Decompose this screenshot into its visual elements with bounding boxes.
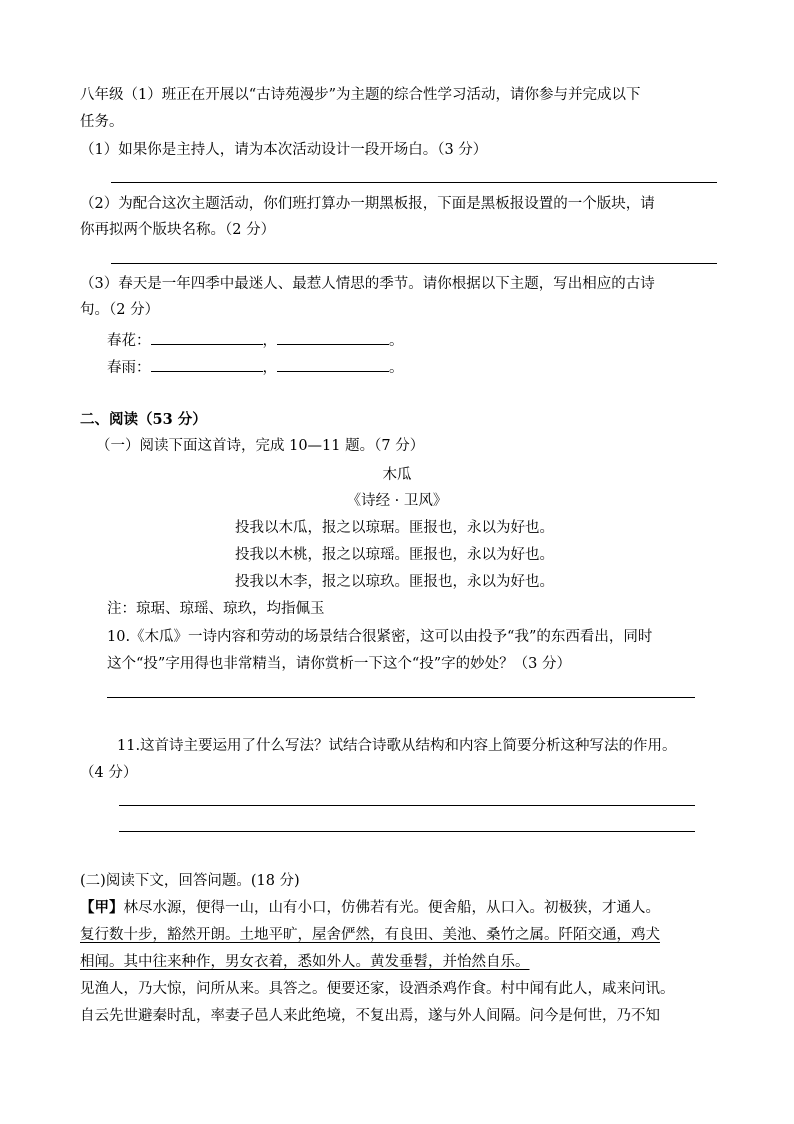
poem-line: 投我以木桃，报之以琼瑶。匪报也，永以为好也。 bbox=[235, 547, 554, 563]
comma: ， bbox=[262, 360, 277, 376]
period: 。 bbox=[389, 360, 404, 376]
spring-flower-label: 春花： bbox=[107, 333, 151, 349]
spring-flower-blank-2[interactable] bbox=[277, 330, 389, 345]
spring-rain-row bbox=[107, 357, 404, 378]
poem-source: 《诗经 · 卫风》 bbox=[346, 493, 448, 509]
question-3-line-2: 句。（2 分） bbox=[80, 302, 160, 318]
underlined-passage-text: 复行数十步，豁然开朗。土地平旷，屋舍俨然，有良田、美池、桑竹之属。阡陌交通，鸡犬 bbox=[80, 927, 660, 943]
answer-line-q10[interactable] bbox=[107, 697, 695, 698]
passage-line-4: 见渔人，乃大惊，问所从来。具答之。便要还家，设酒杀鸡作食。村中闻有此人，咸来问讯。 bbox=[80, 981, 675, 997]
spring-rain-label: 春雨： bbox=[107, 360, 151, 376]
poem-note: 注：琼琚、琼瑶、琼玖，均指佩玉 bbox=[107, 601, 325, 617]
poem-title: 木瓜 bbox=[382, 467, 412, 483]
question-11-line-2: （4 分） bbox=[80, 765, 138, 781]
question-2-line-1: （2）为配合这次主题活动，你们班打算办一期黑板报，下面是黑板报设置的一个版块，请 bbox=[80, 196, 655, 212]
question-10-line-2: 这个“投”字用得也非常精当，请你赏析一下这个“投”字的妙处？（3 分） bbox=[107, 656, 571, 672]
passage-line-1 bbox=[80, 898, 660, 918]
poem-line: 投我以木瓜，报之以琼琚。匪报也，永以为好也。 bbox=[235, 520, 554, 536]
intro-line-1: 八年级（1）班正在开展以“古诗苑漫步”为主题的综合性学习活动，请你参与并完成以下 bbox=[80, 87, 641, 103]
answer-line-q2[interactable] bbox=[111, 263, 717, 264]
answer-line-q11-a[interactable] bbox=[119, 805, 695, 806]
intro-line-2: 任务。 bbox=[80, 114, 124, 130]
answer-line-q11-b[interactable] bbox=[119, 831, 695, 832]
question-2-line-2: 你再拟两个版块名称。（2 分） bbox=[80, 222, 276, 238]
spring-flower-row bbox=[107, 330, 404, 351]
passage-line-3 bbox=[80, 952, 530, 972]
comma: ， bbox=[262, 333, 277, 349]
question-3-line-1: （3）春天是一年四季中最迷人、最惹人情思的季节。请你根据以下主题，写出相应的古诗 bbox=[80, 276, 655, 292]
section-heading-reading: 二、阅读（53 分） bbox=[80, 411, 207, 428]
passage-line-2 bbox=[80, 925, 660, 945]
answer-line-q1[interactable] bbox=[111, 182, 717, 183]
spring-rain-blank-1[interactable] bbox=[151, 357, 263, 372]
poem-line: 投我以木李，报之以琼玖。匪报也，永以为好也。 bbox=[235, 574, 554, 590]
part-2-intro: (二)阅读下文，回答问题。(18 分) bbox=[80, 873, 300, 889]
question-11-line-1: 11.这首诗主要运用了什么写法？试结合诗歌从结构和内容上简要分析这种写法的作用。 bbox=[117, 738, 677, 754]
question-1: （1）如果你是主持人，请为本次活动设计一段开场白。（3 分） bbox=[80, 142, 488, 158]
passage-text: 林尽水源，便得一山，山有小口，仿佛若有光。便舍船，从口入。初极狭，才通人。 bbox=[123, 900, 660, 916]
passage-tag: 【甲】 bbox=[80, 899, 124, 916]
passage-line-5: 自云先世避秦时乱，率妻子邑人来此绝境，不复出焉，遂与外人间隔。问今是何世，乃不知 bbox=[80, 1008, 660, 1024]
spring-rain-blank-2[interactable] bbox=[277, 357, 389, 372]
part-1-intro: （一）阅读下面这首诗，完成 10—11 题。（7 分） bbox=[96, 438, 425, 454]
period: 。 bbox=[389, 333, 404, 349]
question-10-line-1: 10.《木瓜》一诗内容和劳动的场景结合很紧密，这可以由投予“我”的东西看出，同时 bbox=[107, 629, 653, 645]
underlined-passage-text: 相闻。其中往来种作，男女衣着，悉如外人。黄发垂髫，并怡然自乐。 bbox=[80, 954, 530, 970]
spring-flower-blank-1[interactable] bbox=[151, 330, 263, 345]
